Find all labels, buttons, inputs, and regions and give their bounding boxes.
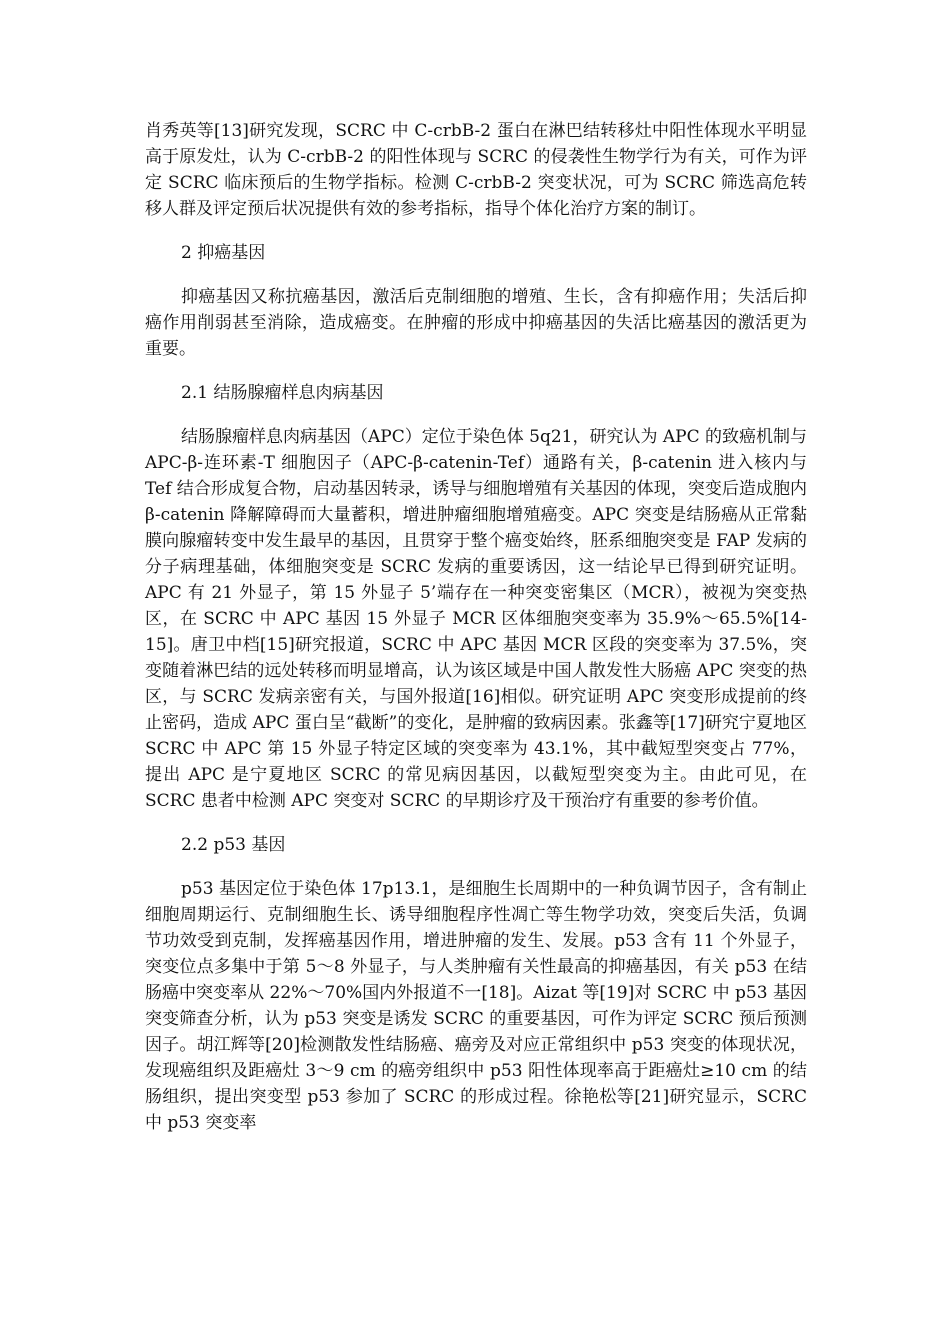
paragraph-crbb2: 肖秀英等[13]研究发现，SCRC 中 C-crbB-2 蛋白在淋巴结转移灶中阳性体现水平明显高于原发灶，认为 C-crbB-2 的阳性体现与 SCRC 的侵袭性生物学行为有关，可作为评定 SCRC 临床预后的生物学指标。检测 C-crbB-2 突变状况，可为 SCRC 筛选高危转移人群及评定预后状况提供有效的参考指标，指导个体化治疗方案的制订。	[145, 121, 807, 219]
spacer	[145, 266, 807, 284]
spacer	[145, 814, 807, 832]
spacer	[145, 406, 807, 424]
spacer	[145, 858, 807, 876]
spacer	[145, 362, 807, 380]
paragraph-p53: p53 基因定位于染色体 17p13.1，是细胞生长周期中的一种负调节因子，含有制止细胞周期运行、克制细胞生长、诱导细胞程序性凋亡等生物学功效，突变后失活，负调节功效受到克制，发挥癌基因作用，增进肿瘤的发生、发展。p53 含有 11 个外显子，突变位点多集中于第 5～8 外显子，与人类肿瘤有关性最高的抑癌基因，有关 p53 在结肠癌中突变率从 22%～70%国内外报道不一[18]。Aizat 等[19]对 SCRC 中 p53 基因突变筛查分析，认为 p53 突变是诱发 SCRC 的重要基因，可作为评定 SCRC 预后预测因子。胡江辉等[20]检测散发性结肠癌、癌旁及对应正常组织中 p53 突变的体现状况，发现癌组织及距癌灶 3～9 cm 的癌旁组织中 p53 阳性体现率高于距癌灶≥10 cm 的结肠组织，提出突变型 p53 参加了 SCRC 的形成过程。徐艳松等[21]研究显示，SCRC 中 p53 突变率	[145, 879, 807, 1133]
paragraph-tumor-suppressor: 抑癌基因又称抗癌基因，激活后克制细胞的增殖、生长，含有抑癌作用；失活后抑癌作用削弱甚至消除，造成癌变。在肿瘤的形成中抑癌基因的失活比癌基因的激活更为重要。	[145, 287, 807, 359]
document-body	[145, 118, 807, 1136]
paragraph-apc: 结肠腺瘤样息肉病基因（APC）定位于染色体 5q21，研究认为 APC 的致癌机制与 APC-β-连环素-T 细胞因子（APC-β-catenin-Tef）通路有关，β-catenin 进入核内与 Tef 结合形成复合物，启动基因转录，诱导与细胞增殖有关基因的体现，突变后造成胞内 β-catenin 降解障碍而大量蓄积，增进肿瘤细胞增殖癌变。APC 突变是结肠癌从正常黏膜向腺瘤转变中发生最早的基因，且贯穿于整个癌变始终，胚系细胞突变是 FAP 发病的分子病理基础，体细胞突变是 SCRC 发病的重要诱因，这一结论早已得到研究证明。APC 有 21 外显子，第 15 外显子 5’端存在一种突变密集区（MCR），被视为突变热区，在 SCRC 中 APC 基因 15 外显子 MCR 区体细胞突变率为 35.9%～65.5%[14-15]。唐卫中档[15]研究报道，SCRC 中 APC 基因 MCR 区段的突变率为 37.5%，突变随着淋巴结的远处转移而明显增高，认为该区域是中国人散发性大肠癌 APC 突变的热区，与 SCRC 发病亲密有关，与国外报道[16]相似。研究证明 APC 突变形成提前的终止密码，造成 APC 蛋白呈“截断”的变化，是肿瘤的致病因素。张鑫等[17]研究宁夏地区 SCRC 中 APC 第 15 外显子特定区域的突变率为 43.1%，其中截短型突变占 77%，提出 APC 是宁夏地区 SCRC 的常见病因基因，以截短型突变为主。由此可见，在 SCRC 患者中检测 APC 突变对 SCRC 的早期诊疗及干预治疗有重要的参考价值。	[145, 427, 807, 811]
heading-tumor-suppressor: 2 抑癌基因	[181, 243, 266, 263]
spacer	[145, 222, 807, 240]
heading-apc: 2.1 结肠腺瘤样息肉病基因	[181, 383, 384, 403]
heading-p53: 2.2 p53 基因	[181, 835, 286, 855]
